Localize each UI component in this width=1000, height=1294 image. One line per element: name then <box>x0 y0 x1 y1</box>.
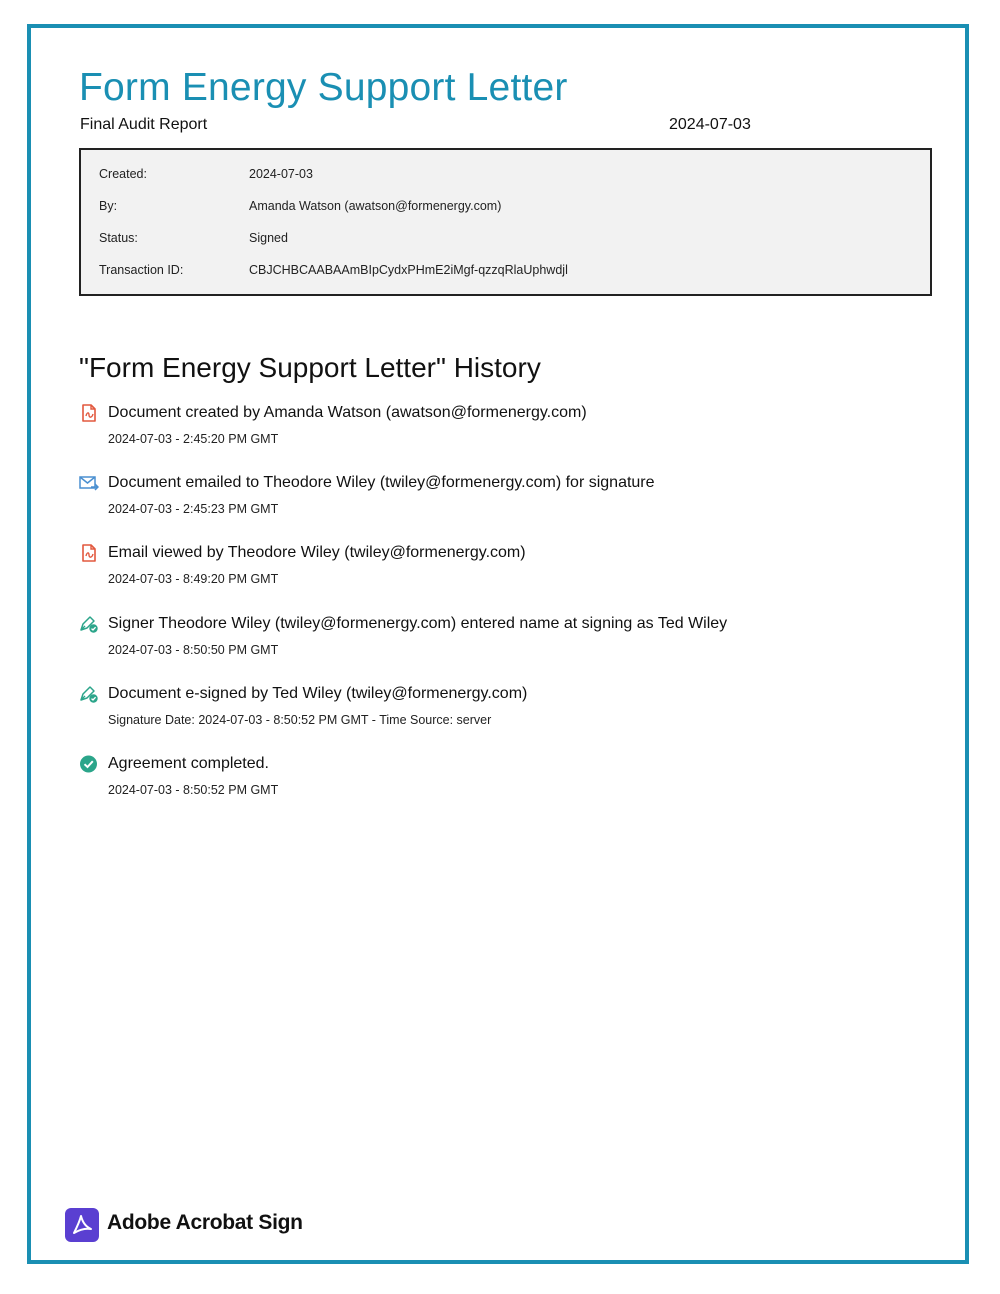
footer-brand: Adobe Acrobat Sign <box>107 1211 303 1234</box>
summary-created-row <box>99 167 313 181</box>
event-description: Document emailed to Theodore Wiley (twiley@formenergy.com) for signature <box>108 474 655 491</box>
event-description: Document created by Amanda Watson (awatson@formenergy.com) <box>108 404 587 421</box>
summary-by-row <box>99 199 501 213</box>
event-timestamp: 2024-07-03 - 2:45:23 PM GMT <box>108 502 279 516</box>
completed-check-icon <box>79 754 99 774</box>
event-timestamp: 2024-07-03 - 8:50:50 PM GMT <box>108 643 279 657</box>
event-description: Document e-signed by Ted Wiley (twiley@formenergy.com) <box>108 685 528 702</box>
event-description: Email viewed by Theodore Wiley (twiley@formenergy.com) <box>108 544 526 561</box>
created-value: 2024-07-03 <box>249 167 313 181</box>
by-label: By: <box>99 199 118 213</box>
event-timestamp: 2024-07-03 - 2:45:20 PM GMT <box>108 432 279 446</box>
created-label: Created: <box>99 167 147 181</box>
event-description: Agreement completed. <box>108 755 269 772</box>
report-date: 2024-07-03 <box>669 116 751 133</box>
report-subtitle: Final Audit Report <box>80 116 208 133</box>
event-description: Signer Theodore Wiley (twiley@formenergy.com) entered name at signing as Ted Wiley <box>108 615 728 632</box>
email-sent-icon <box>79 473 99 493</box>
event-timestamp: 2024-07-03 - 8:49:20 PM GMT <box>108 572 279 586</box>
event-timestamp: 2024-07-03 - 8:50:52 PM GMT <box>108 783 279 797</box>
summary-status-row <box>99 231 288 245</box>
transaction-value: CBJCHBCAABAAmBIpCydxPHmE2iMgf-qzzqRlaUphwdjl <box>249 263 568 277</box>
document-title: Form Energy Support Letter <box>79 66 568 109</box>
e-signed-pen-icon <box>79 684 99 704</box>
summary-transaction-row <box>99 263 568 277</box>
document-viewed-icon <box>79 543 99 563</box>
event-timestamp: Signature Date: 2024-07-03 - 8:50:52 PM GMT - Time Source: server <box>108 713 492 727</box>
document-created-icon <box>79 403 99 423</box>
status-label: Status: <box>99 231 138 245</box>
acrobat-logo-icon <box>65 1208 99 1242</box>
summary-box <box>79 148 932 296</box>
transaction-label: Transaction ID: <box>99 263 184 277</box>
signer-pen-icon <box>79 614 99 634</box>
history-title: "Form Energy Support Letter" History <box>79 352 541 383</box>
status-value: Signed <box>249 231 288 245</box>
by-value: Amanda Watson (awatson@formenergy.com) <box>249 199 502 213</box>
